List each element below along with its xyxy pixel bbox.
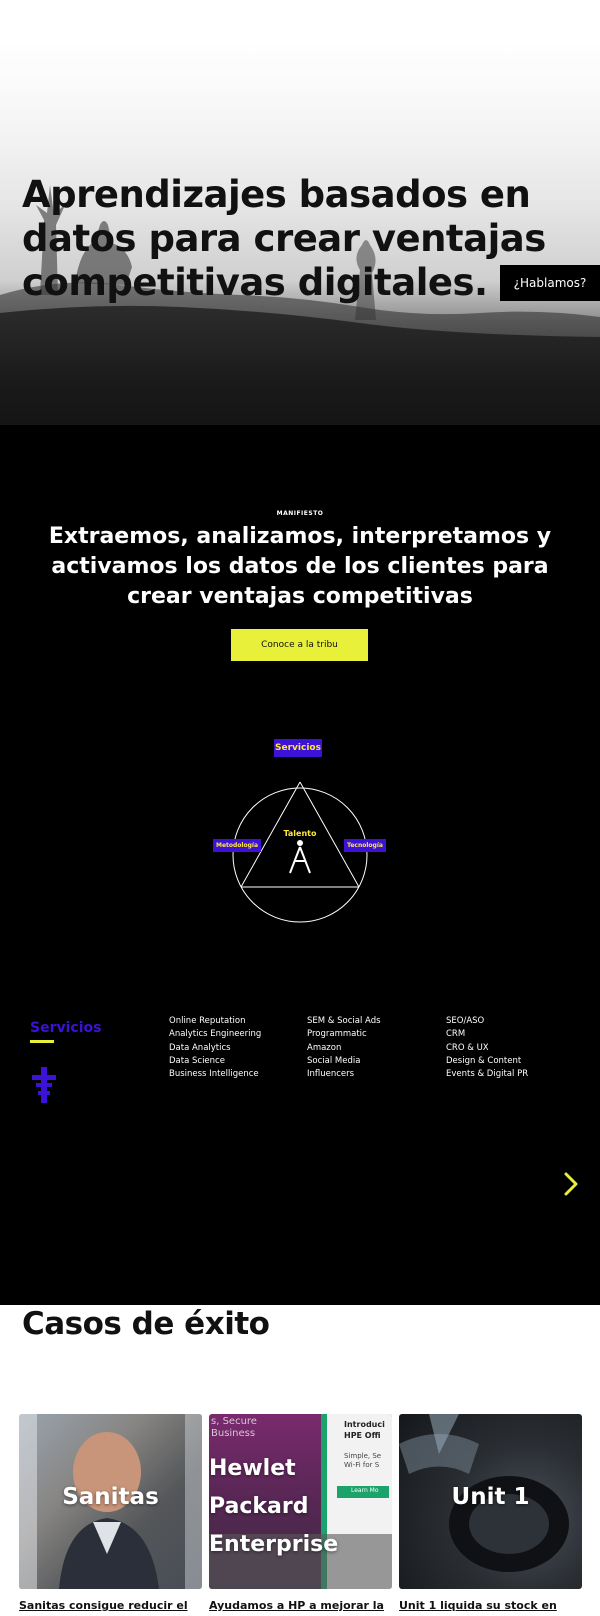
services-column-3	[446, 1015, 586, 1081]
case-caption-sanitas[interactable]: Sanitas consigue reducir el	[19, 1599, 188, 1612]
manifesto-section	[0, 425, 600, 1305]
diagram-tag-servicios[interactable]: Servicios	[274, 739, 322, 757]
hero-title	[22, 173, 582, 305]
case-caption-hp[interactable]: Ayudamos a HP a mejorar la	[209, 1599, 384, 1612]
service-amazon[interactable]: Amazon	[307, 1042, 342, 1053]
service-influencers[interactable]: Influencers	[307, 1069, 355, 1080]
case-card-hp[interactable]	[209, 1414, 392, 1589]
conoce-tribu-button[interactable]: Conoce a la tribu	[231, 629, 368, 661]
service-seo-aso[interactable]: SEO/ASO	[446, 1016, 485, 1026]
service-data-science[interactable]: Data Science	[169, 1055, 225, 1066]
manifesto-text: Extraemos, analizamos, interpretamos y activamos los datos de los clientes para crear ventajas competitivas	[48, 524, 552, 609]
hero-title-line-3: competitivas digitales.	[22, 261, 488, 304]
hero-title-line-1: Aprendizajes basados en	[22, 173, 531, 216]
service-design-content[interactable]: Design & Content	[446, 1055, 522, 1066]
service-events-digital-pr[interactable]: Events & Digital PR	[446, 1069, 529, 1080]
case-card-unit1[interactable]	[399, 1414, 582, 1589]
service-analytics-engineering[interactable]: Analytics Engineering	[169, 1029, 262, 1040]
case-card-sanitas[interactable]	[19, 1414, 202, 1589]
hp-title-line-3: Enterprise	[209, 1532, 339, 1557]
services-column-2	[307, 1015, 447, 1081]
hp-card-snippet-right	[344, 1419, 385, 1441]
talento-person-icon	[290, 840, 310, 873]
top-bar	[0, 0, 600, 45]
diagram-tag-metodologia[interactable]: Metodología	[213, 839, 261, 852]
service-social-media[interactable]: Social Media	[307, 1055, 361, 1066]
cases-title: Casos de éxito	[22, 1306, 270, 1342]
hero-title-line-2: datos para crear ventajas	[22, 217, 546, 260]
case-card-title-unit1: Unit 1	[451, 1484, 530, 1510]
service-online-reputation[interactable]: Online Reputation	[169, 1016, 246, 1026]
hablamos-button[interactable]: ¿Hablamos?	[500, 265, 600, 301]
diagram-tag-tecnologia[interactable]: Tecnología	[344, 839, 386, 852]
service-business-intelligence[interactable]: Business Intelligence	[169, 1069, 259, 1080]
case-caption-unit1[interactable]: Unit 1 liquida su stock en	[399, 1599, 557, 1612]
case-card-title-sanitas: Sanitas	[62, 1484, 159, 1510]
hp-snippet-6: Wi-Fi for S	[344, 1461, 380, 1469]
service-data-analytics[interactable]: Data Analytics	[169, 1042, 231, 1053]
services-heading-underline	[30, 1040, 54, 1043]
hp-snippet-learn-more: Learn Mo	[351, 1487, 379, 1494]
manifesto-eyebrow: MANIFIESTO	[276, 510, 324, 517]
hp-title-line-1: Hewlet	[209, 1456, 296, 1481]
hp-snippet-2: Business	[211, 1428, 256, 1439]
hp-snippet-4: HPE Offi	[344, 1431, 381, 1440]
hp-card-snippet-left	[211, 1416, 257, 1440]
hp-card-snippet-right-body	[344, 1452, 381, 1470]
hero-section	[0, 45, 600, 425]
chevron-right-icon[interactable]	[560, 1170, 582, 1198]
services-heading[interactable]: Servicios	[30, 1020, 102, 1036]
case-card-title-hp	[209, 1450, 338, 1564]
diagram-center-label: Talento	[283, 829, 317, 838]
service-cro-ux[interactable]: CRO & UX	[446, 1042, 489, 1053]
hp-snippet-1: s, Secure	[211, 1416, 257, 1427]
service-crm[interactable]: CRM	[446, 1029, 466, 1040]
hp-title-line-2: Packard	[209, 1494, 309, 1519]
hp-snippet-5: Simple, Se	[344, 1452, 382, 1460]
service-sem-social-ads[interactable]: SEM & Social Ads	[307, 1016, 381, 1026]
services-column-1	[169, 1015, 309, 1081]
totem-icon	[32, 1065, 56, 1105]
hp-snippet-3: Introduci	[344, 1420, 385, 1429]
service-programmatic[interactable]: Programmatic	[307, 1029, 367, 1040]
